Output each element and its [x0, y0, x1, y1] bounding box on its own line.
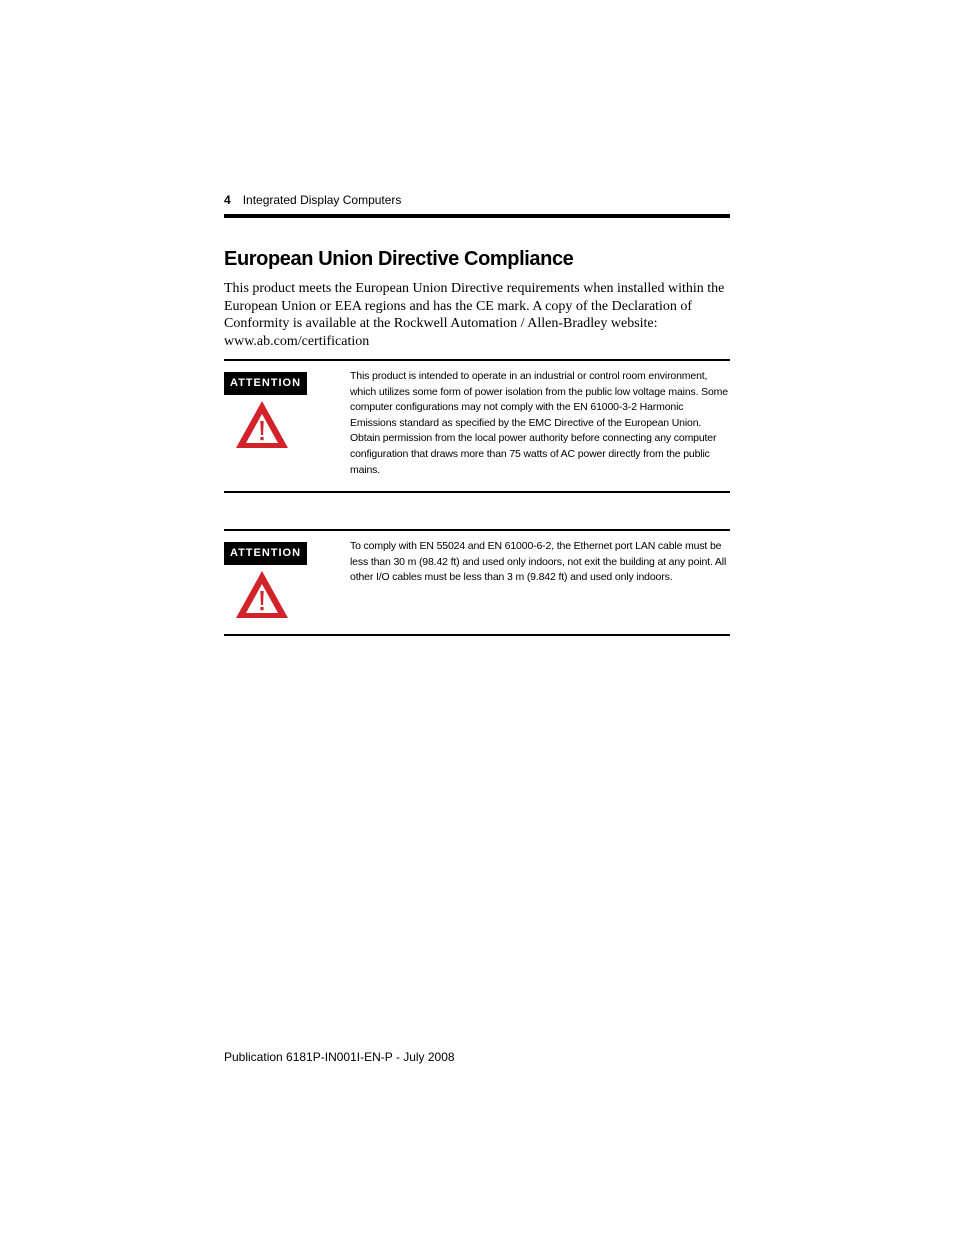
attention-label: ATTENTION [224, 542, 307, 565]
warning-triangle-icon [234, 569, 290, 621]
attention-notice-text: To comply with EN 55024 and EN 61000-6-2, the Ethernet port LAN cable must be less than 30 m (98.42 ft) and used only indoors, not exit the building at any point. All other I/O cables must be less than 3 m (9.842 ft) and used only indoors. [350, 540, 727, 584]
attention-notice-text: This product is intended to operate in an industrial or control room environment, which utilizes some form of power isolation from the public low voltage mains. Some computer configurations may not comply with the EN 61000-3-2 Harmonic Emissions standard as specified by the EMC Directive of the European Union. Obtain permission from the local power authority before connecting any computer configuration that draws more than 75 watts of AC power directly from the public mains. [350, 370, 728, 476]
attention-label: ATTENTION [224, 372, 307, 395]
warning-triangle-icon [234, 399, 290, 451]
page-number: 4 [224, 193, 231, 207]
attention-notice-cables [224, 529, 730, 636]
intro-paragraph: This product meets the European Union Directive requirements when installed within the European Union or EEA regions and has the CE mark. A copy of the Declaration of Conformity is available at the Rockwell Automation / Allen-Bradley website: www.ab.com/certification [224, 281, 725, 349]
running-title: Integrated Display Computers [242, 193, 402, 207]
header-rule [224, 214, 730, 218]
attention-notice-power [224, 359, 730, 493]
running-header [224, 192, 401, 208]
publication-footer: Publication 6181P-IN001I-EN-P - July 2008 [224, 1050, 455, 1064]
section-title: European Union Directive Compliance [224, 248, 574, 270]
